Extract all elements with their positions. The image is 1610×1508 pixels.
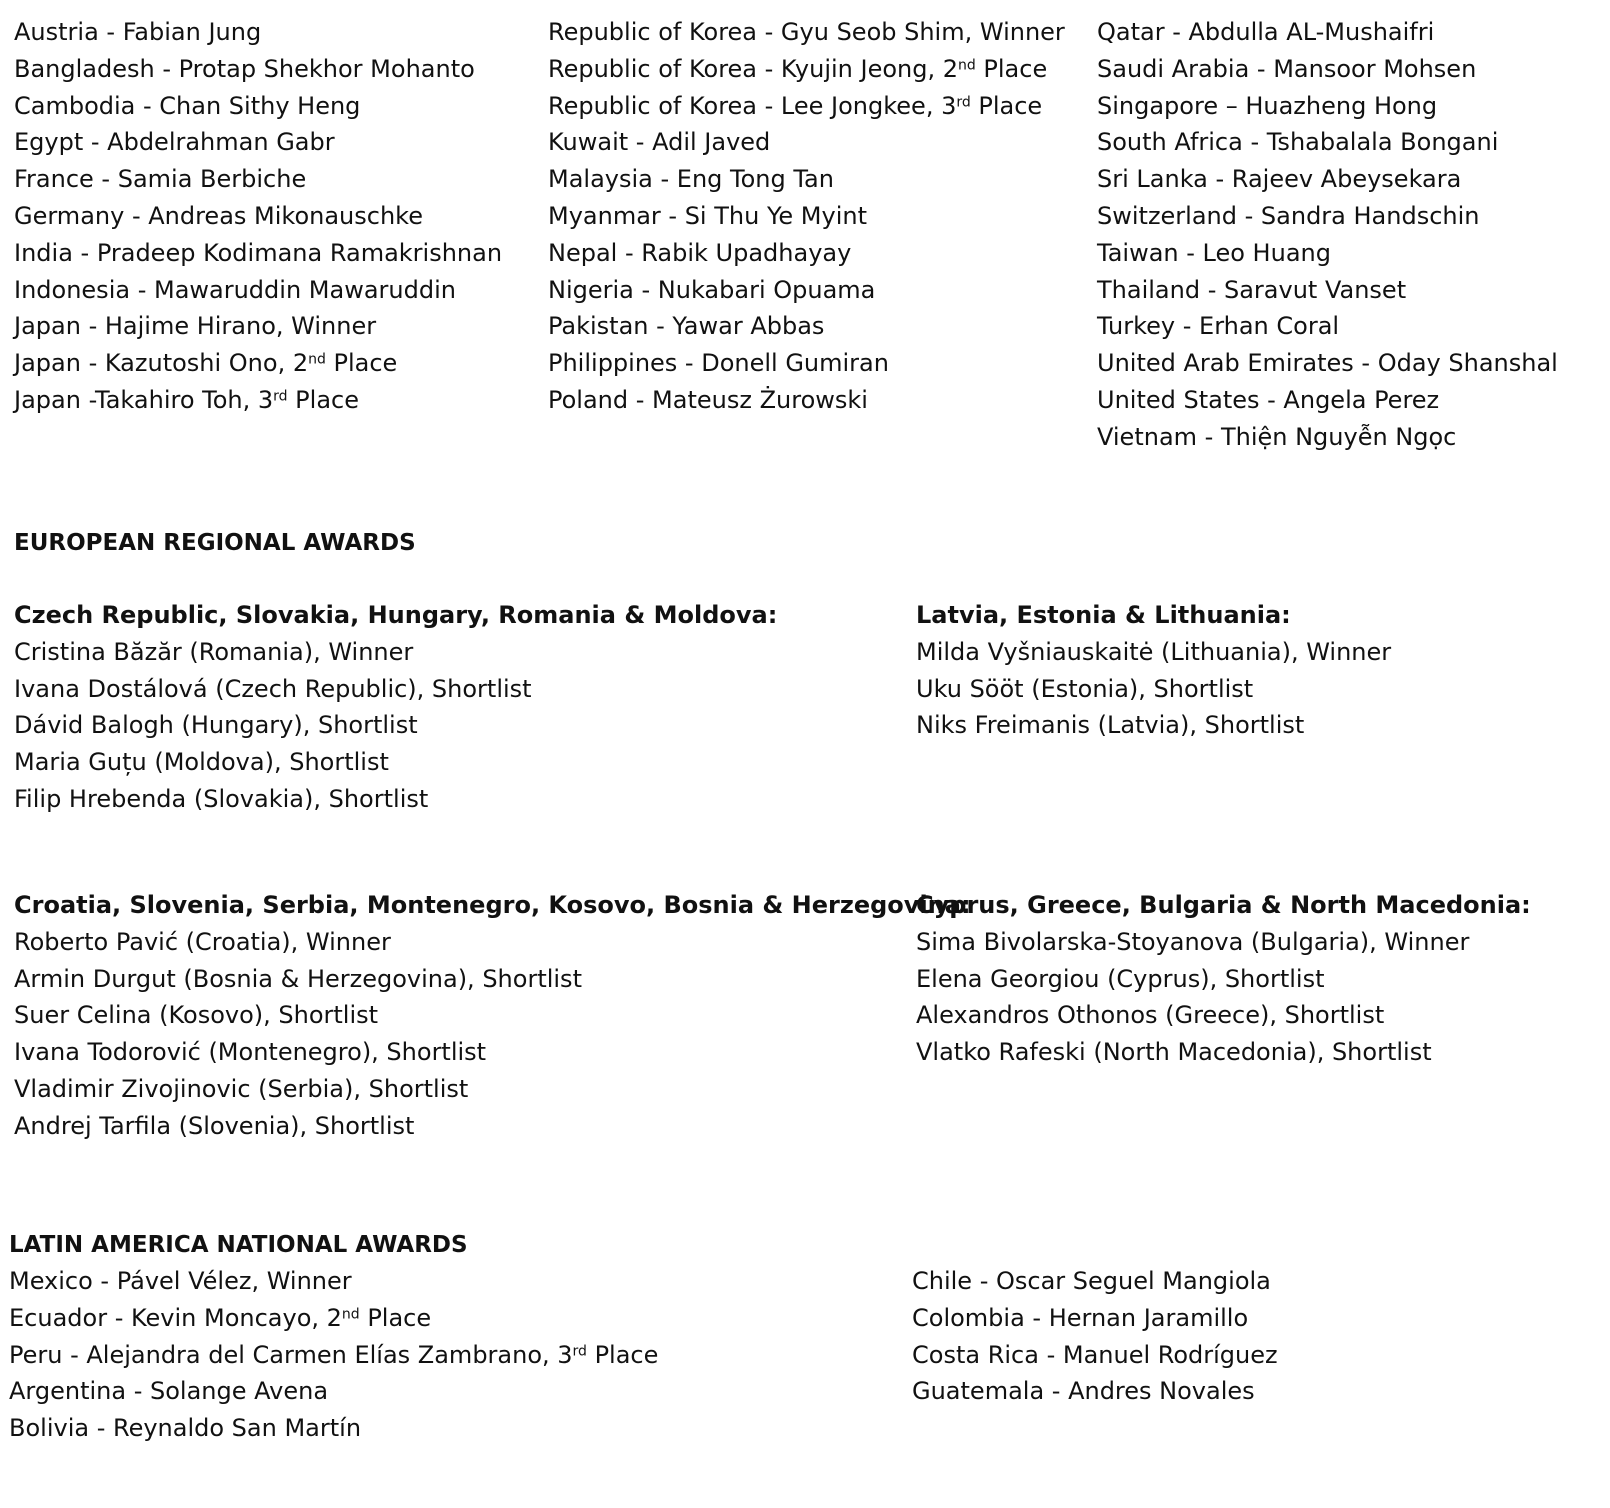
entry-line [14,235,502,272]
entry-line [14,198,502,235]
region-entry: Armin Durgut (Bosnia & Herzegovina), Shortlist [14,964,582,993]
entry-line [14,161,502,198]
entry-text: Bolivia - Reynaldo San Martín [9,1414,362,1443]
entry-text: Sri Lanka - Rajeev Abeysekara [1097,165,1462,194]
entry-text: Republic of Korea - Lee Jongkee, 3 [548,91,957,120]
region-entry: Milda Vyšniauskaitė (Lithuania), Winner [916,637,1392,666]
entry-line [1097,124,1558,161]
entry-text: United States - Angela Perez [1097,385,1440,414]
entry-line [548,235,1065,272]
entry-line [548,124,1065,161]
entry-line [1097,272,1558,309]
entry-text: Saudi Arabia - Mansoor Mohsen [1097,54,1477,83]
entry-line [548,88,1065,125]
entry-line [1097,345,1558,382]
entry-text: Republic of Korea - Gyu Seob Shim, Winner [548,18,1065,46]
entry-line [548,198,1065,235]
latin-america-column-2 [912,1263,1278,1410]
entry-line [912,1373,1278,1410]
entry-line [548,345,1065,382]
entry-text: Vietnam - Thiện Nguyễn Ngọc [1097,422,1457,451]
national-column-2 [548,14,1065,419]
entry-line [14,124,502,161]
entry-line [1097,235,1558,272]
entry-text: Myanmar - Si Thu Ye Myint [548,201,868,230]
entry-text: Mexico - Pável Vélez, Winner [9,1267,352,1295]
entry-text: Egypt - Abdelrahman Gabr [14,128,335,157]
entry-text: Japan - Kazutoshi Ono, 2 [14,349,309,378]
region-entry: Andrej Tarfila (Slovenia), Shortlist [14,1111,415,1140]
entry-line [548,272,1065,309]
entry-text: Cambodia - Chan Sithy Heng [14,91,361,120]
entry-text: Guatemala - Andres Novales [912,1377,1255,1406]
entry-text: Qatar - Abdulla AL-Mushaifri [1097,18,1435,46]
entry-text: Japan -Takahiro Toh, 3 [14,385,274,414]
entry-place: Place [586,1340,659,1369]
entry-text: Thailand - Saravut Vanset [1097,275,1407,304]
entry-line [912,1300,1278,1337]
region-entry: Filip Hrebenda (Slovakia), Shortlist [14,784,429,813]
europe-group-central [14,597,777,818]
entry-text: Nigeria - Nukabari Opuama [548,275,876,304]
entry-text: Costa Rica - Manuel Rodríguez [912,1340,1278,1369]
ordinal-suffix: nd [958,57,976,74]
entry-line [548,14,1065,51]
entry-line [9,1373,658,1410]
entry-line [1097,14,1558,51]
region-entry: Ivana Todorović (Montenegro), Shortlist [14,1038,487,1067]
entry-text: Bangladesh - Protap Shekhor Mohanto [14,54,475,83]
entry-place: Place [970,91,1043,120]
entry-line [548,161,1065,198]
region-entry: Maria Guțu (Moldova), Shortlist [14,748,389,777]
entry-line [9,1300,658,1337]
entry-text: Ecuador - Kevin Moncayo, 2 [9,1303,342,1332]
entry-text: Philippines - Donell Gumiran [548,349,889,378]
region-entry: Suer Celina (Kosovo), Shortlist [14,1001,379,1030]
region-entry: Roberto Pavić (Croatia), Winner [14,927,391,956]
entry-line [912,1337,1278,1374]
entry-text: Colombia - Hernan Jaramillo [912,1303,1249,1332]
entry-text: India - Pradeep Kodimana Ramakrishnan [14,238,503,267]
entry-line [1097,419,1558,456]
entry-line [1097,382,1558,419]
entry-text: Republic of Korea - Kyujin Jeong, 2 [548,54,959,83]
entry-line [1097,51,1558,88]
entry-text: Taiwan - Leo Huang [1097,238,1331,267]
europe-group-southeast [916,887,1531,1071]
region-group-title: Cyprus, Greece, Bulgaria & North Macedonia: [916,891,1531,919]
entry-line [1097,161,1558,198]
entry-line [14,272,502,309]
europe-group-baltic [916,597,1391,744]
entry-text: Austria - Fabian Jung [14,18,262,46]
entry-place: Place [975,54,1048,83]
entry-line [548,51,1065,88]
entry-text: Pakistan - Yawar Abbas [548,312,825,341]
region-entry: Vladimir Zivojinovic (Serbia), Shortlist [14,1074,469,1103]
ordinal-suffix: nd [308,351,326,368]
national-column-1 [14,14,502,419]
entry-line [1097,88,1558,125]
entry-text: Singapore – Huazheng Hong [1097,91,1438,120]
latin-america-column-1 [9,1263,658,1447]
latin-america-heading: LATIN AMERICA NATIONAL AWARDS [9,1232,468,1258]
entry-line [1097,308,1558,345]
entry-text: Turkey - Erhan Coral [1097,312,1340,341]
entry-line [14,308,502,345]
entry-text: Indonesia - Mawaruddin Mawaruddin [14,275,456,304]
entry-line [9,1263,658,1300]
national-column-3 [1097,14,1558,456]
entry-line [548,382,1065,419]
entry-line [14,382,502,419]
entry-text: United Arab Emirates - Oday Shanshal [1097,349,1558,378]
region-entry: Sima Bivolarska-Stoyanova (Bulgaria), Winner [916,927,1470,956]
region-entry: Uku Sööt (Estonia), Shortlist [916,674,1254,703]
region-entry: Cristina Băzăr (Romania), Winner [14,637,414,666]
entry-text: Poland - Mateusz Żurowski [548,385,868,414]
entry-text: South Africa - Tshabalala Bongani [1097,128,1499,157]
region-entry: Alexandros Othonos (Greece), Shortlist [916,1001,1385,1030]
region-entry: Ivana Dostálová (Czech Republic), Shortlist [14,674,532,703]
region-group-title: Czech Republic, Slovakia, Hungary, Romania & Moldova: [14,601,778,629]
ordinal-suffix: rd [572,1342,587,1359]
entry-line [14,345,502,382]
entry-place: Place [359,1303,432,1332]
entry-line [14,51,502,88]
region-entry: Vlatko Rafeski (North Macedonia), Shortlist [916,1038,1432,1067]
entry-line [548,308,1065,345]
ordinal-suffix: nd [341,1306,360,1323]
entry-text: Argentina - Solange Avena [9,1377,329,1406]
entry-line [9,1337,658,1374]
ordinal-suffix: rd [273,388,288,405]
region-entry: Niks Freimanis (Latvia), Shortlist [916,711,1305,740]
entry-text: Chile - Oscar Seguel Mangiola [912,1267,1271,1295]
region-entry: Elena Georgiou (Cyprus), Shortlist [916,964,1325,993]
entry-text: Malaysia - Eng Tong Tan [548,165,834,194]
european-heading: EUROPEAN REGIONAL AWARDS [14,530,416,556]
entry-place: Place [325,349,398,378]
entry-line [1097,198,1558,235]
entry-text: Japan - Hajime Hirano, Winner [14,312,377,341]
entry-text: Peru - Alejandra del Carmen Elías Zambrano, 3 [9,1340,573,1369]
region-entry: Dávid Balogh (Hungary), Shortlist [14,711,418,740]
entry-line [9,1410,658,1447]
entry-text: Germany - Andreas Mikonauschke [14,201,423,230]
entry-text: France - Samia Berbiche [14,165,307,194]
entry-text: Kuwait - Adil Javed [548,128,771,157]
entry-line [912,1263,1278,1300]
entry-text: Nepal - Rabik Upadhayay [548,238,852,267]
entry-line [14,14,502,51]
entry-line [14,88,502,125]
region-group-title: Croatia, Slovenia, Serbia, Montenegro, Kosovo, Bosnia & Herzegovina: [14,891,971,919]
europe-group-balkans [14,887,971,1145]
entry-text: Switzerland - Sandra Handschin [1097,201,1480,230]
ordinal-suffix: rd [956,93,971,110]
entry-place: Place [287,385,359,414]
region-group-title: Latvia, Estonia & Lithuania: [916,601,1291,629]
